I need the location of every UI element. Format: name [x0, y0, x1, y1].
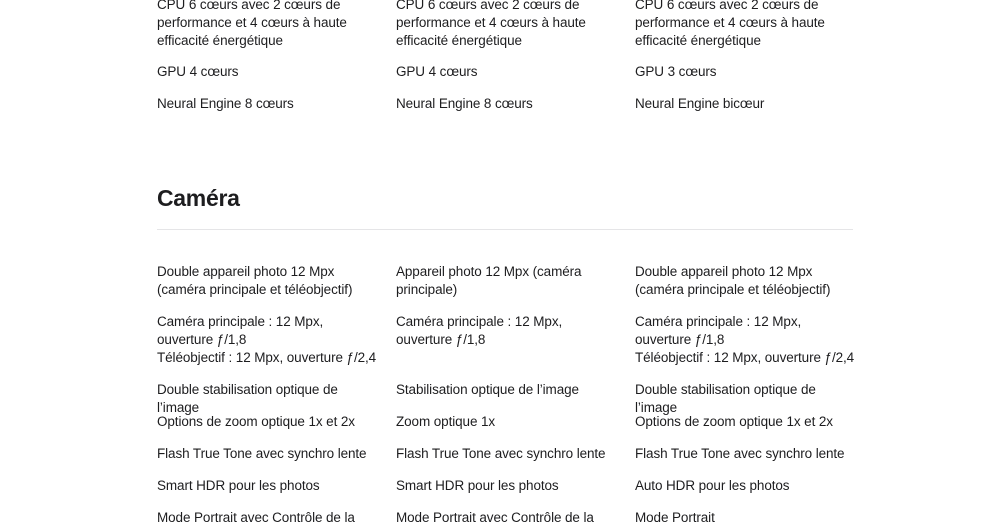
- camera-tele-text: Téléobjectif : 12 Mpx, ouverture ƒ/2,4: [157, 350, 377, 365]
- camera-hdr-text: Auto HDR pour les photos: [635, 478, 790, 493]
- chip-neural-text: Neural Engine bicœur: [635, 96, 765, 111]
- camera-system-text: Double appareil photo 12 Mpx (caméra principale et téléobjectif): [635, 264, 831, 297]
- chip-cpu-text: CPU 6 cœurs avec 2 cœurs de performance et 4 cœurs à haute efficacité énergétique: [157, 0, 347, 48]
- chip-gpu-text: GPU 4 cœurs: [157, 64, 239, 79]
- camera-zoom-text: Options de zoom optique 1x et 2x: [635, 414, 833, 429]
- camera-portrait-text: Mode Portrait: [635, 510, 715, 525]
- camera-system-text: Double appareil photo 12 Mpx (caméra principale et téléobjectif): [157, 264, 353, 297]
- camera-tele-text: Téléobjectif : 12 Mpx, ouverture ƒ/2,4: [635, 350, 855, 365]
- camera-hdr-text: Smart HDR pour les photos: [396, 478, 559, 493]
- chip-neural-text: Neural Engine 8 cœurs: [396, 96, 533, 111]
- chip-gpu-text: GPU 3 cœurs: [635, 64, 717, 79]
- chip-cpu-text: CPU 6 cœurs avec 2 cœurs de performance et 4 cœurs à haute efficacité énergétique: [635, 0, 825, 48]
- camera-hdr-text: Smart HDR pour les photos: [157, 478, 320, 493]
- camera-stabilization-text: Double stabilisation optique de l’image: [157, 382, 338, 415]
- camera-flash-text: Flash True Tone avec synchro lente: [396, 446, 606, 461]
- camera-main-text: Caméra principale : 12 Mpx, ouverture ƒ/1,8: [157, 314, 324, 347]
- camera-zoom-text: Zoom optique 1x: [396, 414, 496, 429]
- camera-stabilization-text: Double stabilisation optique de l’image: [635, 382, 816, 415]
- camera-stabilization-text: Stabilisation optique de l’image: [396, 382, 579, 397]
- chip-neural-text: Neural Engine 8 cœurs: [157, 96, 294, 111]
- camera-main-text: Caméra principale : 12 Mpx, ouverture ƒ/1,8: [396, 314, 563, 347]
- camera-main-text: Caméra principale : 12 Mpx, ouverture ƒ/1,8: [635, 314, 802, 347]
- camera-flash-text: Flash True Tone avec synchro lente: [635, 446, 845, 461]
- camera-zoom-text: Options de zoom optique 1x et 2x: [157, 414, 355, 429]
- chip-gpu-text: GPU 4 cœurs: [396, 64, 478, 79]
- camera-portrait-text: Mode Portrait avec Contrôle de la: [396, 510, 594, 525]
- section-divider: [157, 229, 853, 230]
- chip-cpu-text: CPU 6 cœurs avec 2 cœurs de performance et 4 cœurs à haute efficacité énergétique: [396, 0, 586, 48]
- camera-section-title: Caméra: [157, 185, 240, 211]
- camera-system-text: Appareil photo 12 Mpx (caméra principale): [396, 264, 582, 297]
- camera-portrait-text: Mode Portrait avec Contrôle de la: [157, 510, 355, 525]
- camera-flash-text: Flash True Tone avec synchro lente: [157, 446, 367, 461]
